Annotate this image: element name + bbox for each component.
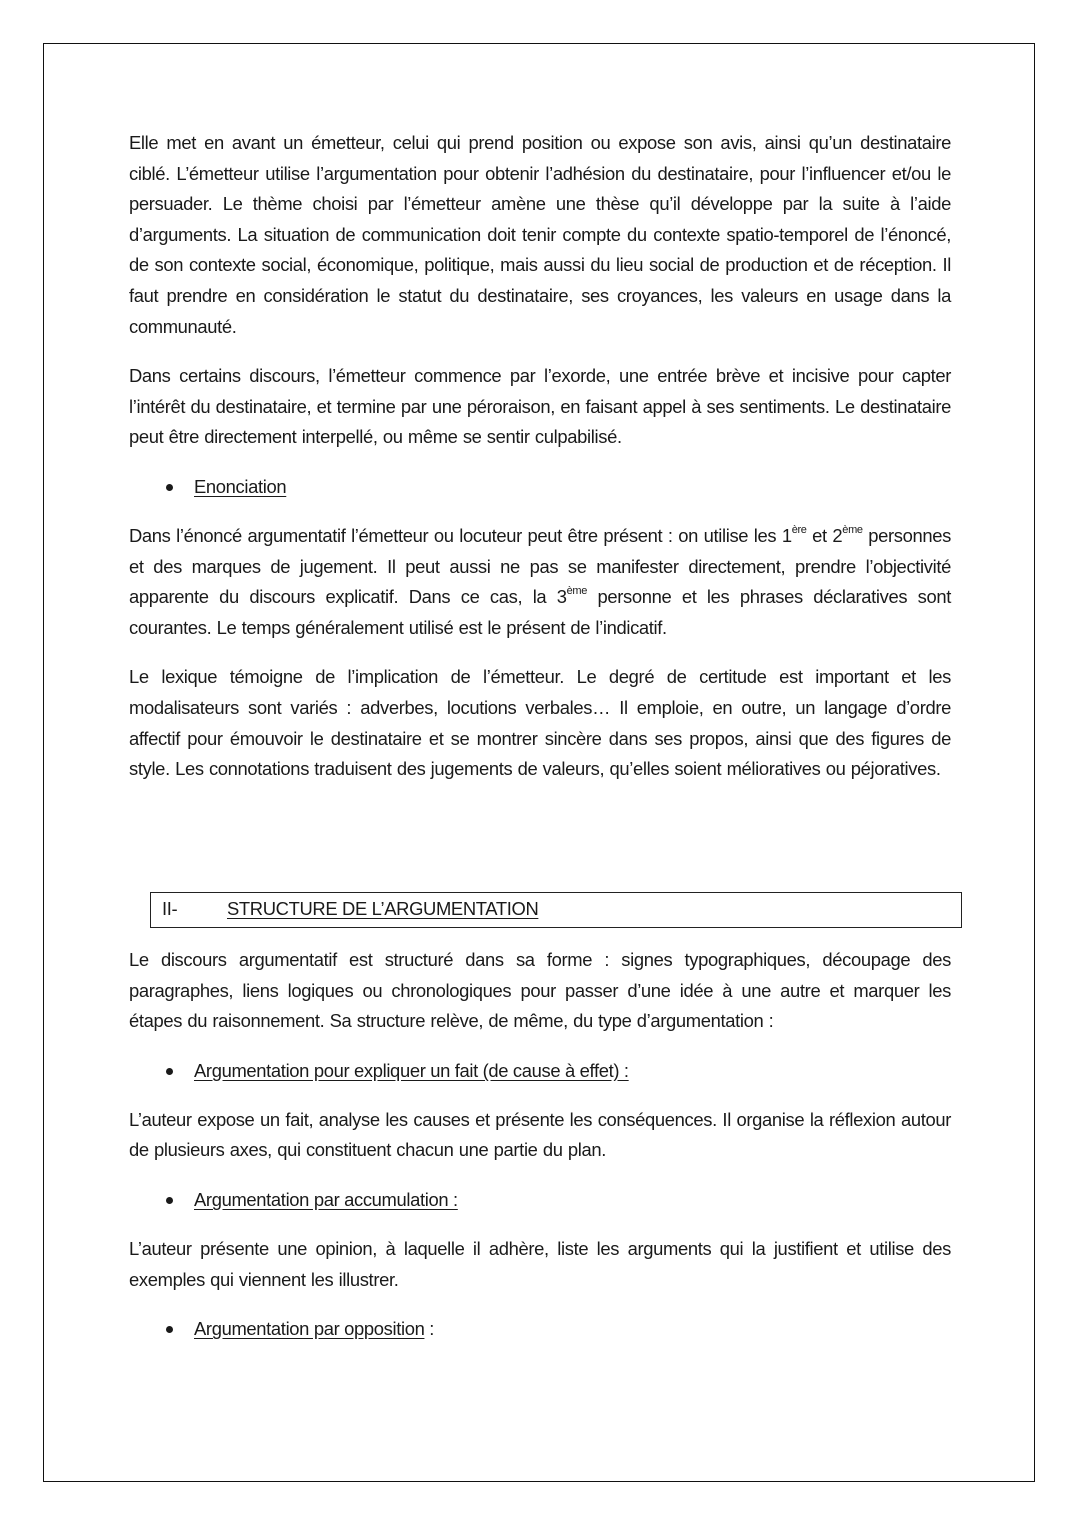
- bullet-label: Argumentation pour expliquer un fait (de cause à effet) :: [194, 1059, 629, 1081]
- bullet-accumulation: [129, 1185, 951, 1215]
- bullet-label: Argumentation par accumulation :: [194, 1188, 458, 1210]
- bullet-icon: [166, 1326, 173, 1333]
- paragraph-lexique: Le lexique témoigne de l’implication de l’émetteur. Le degré de certitude est important et les modalisateurs sont variés : adverbes, locutions verbales… Il emploie, en outre, un langage d’ordre affectif pour émouvoir le destinataire et se montrer sincère dans ses propos, ainsi que des figures de style. Les connotations traduisent des jugements de valeurs, qu’elles soient mélioratives ou péjoratives.: [129, 666, 951, 780]
- bullet-suffix: :: [424, 1318, 434, 1340]
- section-heading-box: [150, 892, 962, 928]
- paragraph-accumulation: L’auteur présente une opinion, à laquelle il adhère, liste les arguments qui la justifient et utilise des exemples qui viennent les illustrer.: [129, 1237, 951, 1290]
- text-span: personnes et des marques de jugement. Il peut aussi ne pas se manifester directement, prendre l’objectivité apparente du discours explicatif. Dans ce cas, la 3: [129, 524, 951, 608]
- bullet-icon: [166, 1197, 173, 1204]
- text-span: Dans l’énoncé argumentatif l’émetteur ou locuteur peut être présent : on utilise les 1: [129, 524, 792, 546]
- bullet-label: Argumentation par opposition: [194, 1318, 425, 1340]
- bullet-cause-effet: [129, 1056, 951, 1086]
- bullet-icon: [166, 484, 173, 491]
- document-body-bottom: [129, 945, 951, 1363]
- paragraph-enonciation: [129, 521, 951, 643]
- bullet-icon: [166, 1068, 173, 1075]
- paragraph-structure-intro: Le discours argumentatif est structuré dans sa forme : signes typographiques, découpage des paragraphes, liens logiques ou chronologiques pour passer d’une idée à une autre et marquer les étapes du raisonnement. Sa structure relève, de même, du type d’argumentation :: [129, 949, 951, 1032]
- superscript: ème: [842, 523, 863, 536]
- text-span: et 2: [806, 524, 843, 546]
- superscript: ère: [791, 523, 807, 536]
- bullet-enonciation: [129, 472, 951, 502]
- section-number: II-: [162, 898, 178, 919]
- text-span: personne et les phrases déclaratives sont courantes. Le temps généralement utilisé est le présent de l’indicatif.: [129, 586, 951, 638]
- paragraph-exorde: Dans certains discours, l’émetteur commence par l’exorde, une entrée brève et incisive pour capter l’intérêt du destinataire, et termine par une péroraison, en faisant appel à ses sentiments. Le destinataire peut être directement interpellé, ou même se sentir culpabilisé.: [129, 365, 951, 448]
- superscript: ème: [566, 585, 588, 598]
- bullet-opposition: [129, 1314, 951, 1344]
- bullet-label: Enonciation: [194, 475, 287, 497]
- section-title: STRUCTURE DE L’ARGUMENTATION: [227, 898, 539, 919]
- paragraph-cause-effet: L’auteur expose un fait, analyse les causes et présente les conséquences. Il organise la réflexion autour de plusieurs axes, qui constituent chacun une partie du plan.: [129, 1108, 951, 1161]
- document-body-top: [129, 128, 951, 785]
- paragraph-emetteur: Elle met en avant un émetteur, celui qui prend position ou expose son avis, ainsi qu’un destinataire ciblé. L’émetteur utilise l’argumentation pour obtenir l’adhésion du destinataire, pour l’influencer et/ou le persuader. Le thème choisi par l’émetteur amène une thèse qu’il développe par la suite à l’aide d’arguments. La situation de communication doit tenir compte du contexte spatio-temporel de l’énoncé, de son contexte social, économique, politique, mais aussi du lieu social de production et de réception. Il faut prendre en considération le statut du destinataire, ses croyances, les valeurs en usage dans la communauté.: [129, 132, 951, 337]
